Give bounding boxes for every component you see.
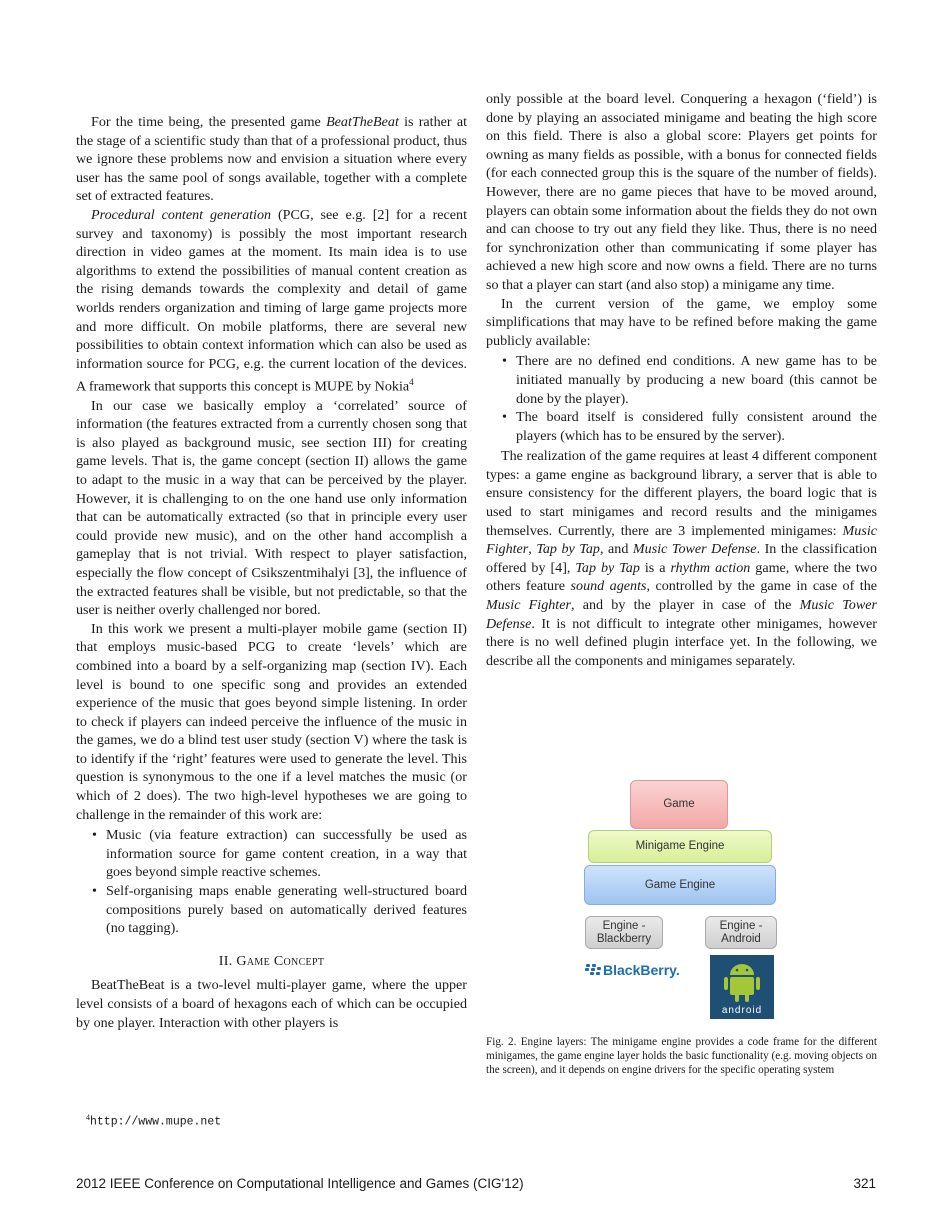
- paragraph: In the current version of the game, we employ some simplifications that may have to be refined before making the game publicly available:: [486, 295, 877, 349]
- layer-game-engine: Game Engine: [584, 865, 776, 905]
- page-number: 321: [853, 1176, 876, 1191]
- page-footer: [76, 1176, 876, 1191]
- paragraph: BeatTheBeat is a two-level multi-player game, where the upper level consists of a board of hexagons each of which can be occupied by one player. Interaction with other players is: [76, 977, 467, 1031]
- list-item: • Self-organising maps enable generating well-structured board compositions purely based on automatically derived features (no tagging).: [106, 882, 467, 938]
- conference-name: 2012 IEEE Conference on Computational Intelligence and Games (CIG'12): [76, 1176, 524, 1191]
- layer-engine-blackberry: Engine - Blackberry: [585, 916, 663, 949]
- layer-engine-android: Engine - Android: [705, 916, 777, 949]
- list-item: • The board itself is considered fully consistent around the players (which has to be ensured by the server).: [516, 408, 877, 445]
- simplifications-list: [486, 352, 877, 445]
- paragraph: The realization of the game requires at least 4 different component types: a game engine as background library, a server that is able to ensure consistency for the different players, the board logic that is used to start minigames and record results and the minigames themselves. Currently, there are 3 implemented minigames: Music Fighter, Tap by Tap, and Music Tower Defense. In the classification offered by [4], Tap by Tap is a rhythm action game, where the two others feature sound agents, controlled by the game in case of the Music Fighter, and by the player in case of the Music Tower Defense. It is not difficult to integrate other minigames, however there is no well defined plugin interface yet. In the following, we describe all the components and minigames separately.: [486, 448, 877, 669]
- android-logo: android: [710, 955, 774, 1019]
- engine-layers-figure: [580, 775, 785, 1025]
- hypotheses-list: [76, 826, 467, 938]
- paragraph: In our case we basically employ a ‘correlated’ source of information (the features extracted from a currently chosen song that is also played as background music, see section III) for creating game levels. That is, the game concept (section II) allows the game to adapt to the music in a way that can be perceived by the player. However, it is challenging to on the one hand use only information that can be automatically extracted (so that in principle every user could provide new music), and on the other hand accomplish a gameplay that is not trivial. With respect to player satisfaction, especially the flow concept of Csikszentmihalyi [3], the influence of the extracted features shall be visible, but not predictable, so that the user is neither overly challenged nor bored.: [76, 397, 467, 619]
- list-item: • Music (via feature extraction) can successfully be used as information source for game content creation, in a way that goes beyond simple reactive schemes.: [106, 826, 467, 882]
- paragraph: In this work we present a multi-player mobile game (section II) that employs music-based PCG to create ‘levels’ which are combined into a board by a self-organizing map (section IV). Each level is bound to one specific song and provides an extended experience of the music that goes beyond simple listening. In order to check if players can indeed perceive the influence of the music in the games, we do a blind test user study (section V) where the task is to identify if the ‘right’ features were used to generate the level. This question is synonymous to the one if a level matches the music (or which of 2 does). The two high-level hypotheses we are going to challenge in the remainder of this work are:: [76, 620, 467, 823]
- list-item: • There are no defined end conditions. A new game has to be initiated manually by producing a new board (this cannot be done by the player).: [516, 352, 877, 408]
- left-column: [76, 113, 467, 1032]
- layer-minigame-engine: Minigame Engine: [588, 830, 772, 863]
- paragraph: only possible at the board level. Conquering a hexagon (‘field’) is done by playing an associated minigame and beating the high score on this field. There is also a global score: Players get points for owning as many fields as possible, with a bonus for connected fields (for each connected group this is the square of the number of fields). However, there are no game pieces that have to be moved around, players can obtain some information about the fields they do not own and can choose to try out any field they like. Thus, there is no need for synchronization other than communicating if some player has achieved a new high score and now owns a field. There are no turns so that a player can start (and also stop) a minigame any time.: [486, 91, 878, 293]
- paragraph: Procedural content generation (PCG, see e.g. [2] for a recent survey and taxonomy) is possibly the most important research direction in video games at the moment. Its main idea is to use algorithms to extend the possibilities of manual content creation as the rising demands towards the complexity and detail of game worlds renders organization and timing of large game projects more and more difficult. On mobile platforms, there are several new possibilities to obtain context information which can also be used as information source for PCG, e.g. the current location of the devices. A framework that supports this concept is MUPE by Nokia$^4$: [76, 206, 468, 395]
- blackberry-logo: BlackBerry.: [585, 962, 680, 978]
- right-column: [486, 90, 877, 670]
- blackberry-icon: [585, 964, 601, 976]
- android-robot-icon: [710, 955, 774, 1005]
- footnote-url[interactable]: http://www.mupe.net: [90, 1115, 222, 1129]
- paragraph: For the time being, the presented game BeatTheBeat is rather at the stage of a scientific study than that of a professional product, thus we ignore these problems now and envision a situation where every user has the same pool of songs available, together with a complete set of extracted features.: [76, 114, 467, 205]
- figure-caption: Fig. 2. Engine layers: The minigame engine provides a code frame for the different minigames, the game engine layer holds the basic functionality (e.g. moving objects on the screen), and it depends on engine drivers for the specific operating system: [486, 1036, 877, 1076]
- section-heading: II. Game Concept: [218, 952, 325, 969]
- footnote: $^4$http://www.mupe.net: [86, 1113, 222, 1129]
- layer-game: Game: [630, 780, 728, 829]
